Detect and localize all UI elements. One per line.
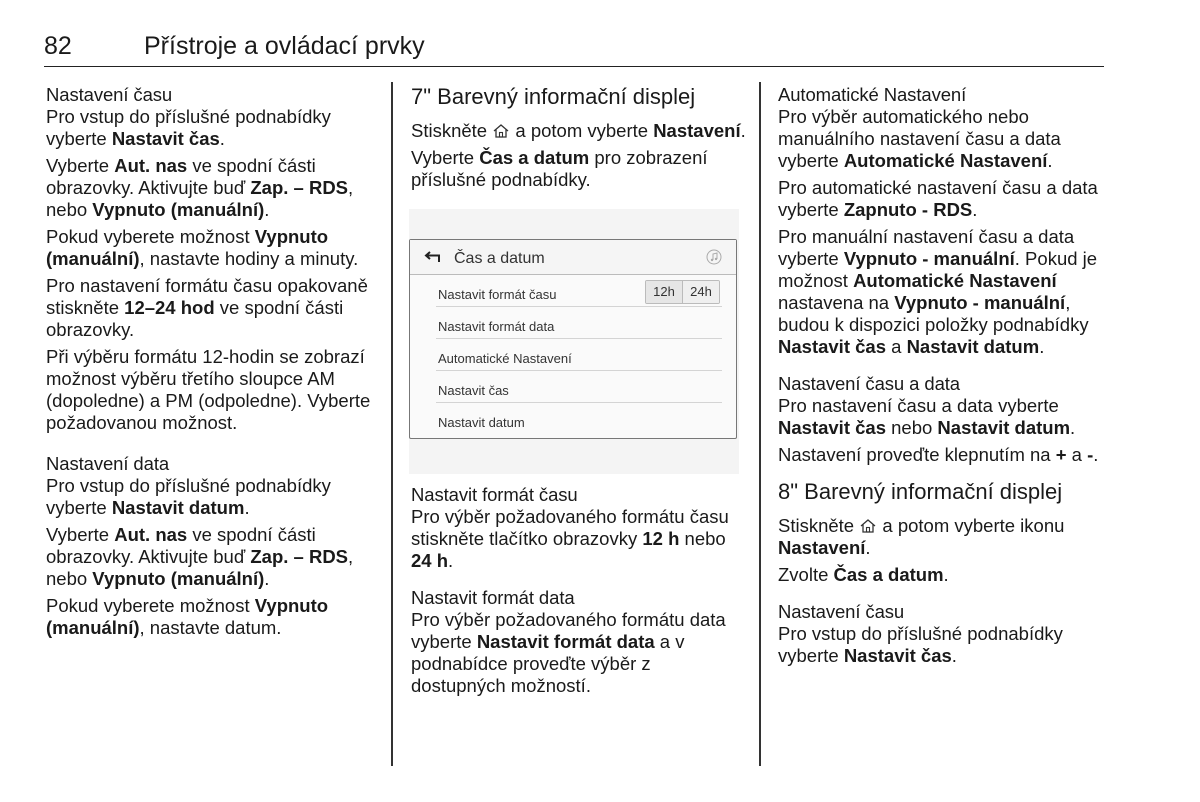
- back-arrow-icon[interactable]: [424, 250, 444, 264]
- paragraph: Stiskněte a potom vyberte ikonu Nastavení.: [778, 515, 1065, 558]
- time-format-toggle: [645, 280, 720, 304]
- column-divider: [391, 82, 393, 766]
- section-heading: Nastavit formát času: [411, 484, 578, 505]
- paragraph: Nastavení proveďte klepnutím na + a -.: [778, 444, 1099, 465]
- menu-item-set-time[interactable]: Nastavit čas: [436, 371, 722, 403]
- column-3: [778, 84, 1103, 672]
- menu-item-date-format[interactable]: Nastavit formát data: [436, 307, 722, 339]
- paragraph: Pro vstup do příslušné podnabídky vyberte Nastavit čas.: [778, 623, 1063, 666]
- 12h-button[interactable]: 12h: [646, 281, 682, 303]
- page-number: 82: [44, 32, 72, 60]
- column-1: [46, 84, 376, 644]
- screen-header: [410, 240, 736, 275]
- paragraph: Pro výběr požadovaného formátu času stiskněte tlačítko obrazovky 12 h nebo 24 h.: [411, 506, 729, 571]
- screen-title: Čas a datum: [454, 250, 545, 267]
- paragraph: Pro vstup do příslušné podnabídky vyberte Nastavit datum.: [46, 475, 331, 518]
- paragraph: Při výběru formátu 12-hodin se zobrazí možnost výběru třetího sloupce AM (dopoledne) a PM (odpoledne). Vyberte požadovanou možnost.: [46, 346, 371, 433]
- paragraph: Stiskněte a potom vyberte Nastavení.: [411, 120, 746, 141]
- page-header: [44, 30, 1104, 67]
- section-heading: Nastavit formát data: [411, 587, 575, 608]
- paragraph: Pro vstup do příslušné podnabídky vyberte Nastavit čas.: [46, 106, 331, 149]
- paragraph: Zvolte Čas a datum.: [778, 564, 949, 585]
- paragraph: Pro výběr automatického nebo manuálního nastavení času a data vyberte Automatické Nastavení.: [778, 106, 1061, 171]
- display-screenshot: [409, 209, 739, 474]
- section-heading: Nastavení času: [46, 84, 173, 105]
- section-heading: Nastavení času: [778, 601, 905, 622]
- section-heading: Nastavení času a data: [778, 373, 960, 394]
- display-screen: [409, 239, 737, 439]
- home-icon: [859, 518, 877, 534]
- paragraph: Pokud vyberete možnost Vypnuto (manuální), nastavte hodiny a minuty.: [46, 226, 359, 269]
- menu-item-time-format[interactable]: Nastavit formát času 12h 24h: [436, 275, 722, 307]
- paragraph: Pro nastavení formátu času opakovaně stiskněte 12–24 hod ve spodní části obrazovky.: [46, 275, 368, 340]
- column-2: [411, 84, 746, 702]
- paragraph: Pro výběr požadovaného formátu data vyberte Nastavit formát data a v podnabídce proveďte výběr z dostupných možností.: [411, 609, 726, 696]
- page-title: Přístroje a ovládací prvky: [144, 32, 425, 60]
- paragraph: Pro manuální nastavení času a data vyberte Vypnuto - manuální. Pokud je možnost Automatické Nastavení nastavena na Vypnuto - manuální, budou k dispozici položky podnabídky Nastavit čas a Nastavit datum.: [778, 226, 1098, 357]
- section-title: 7" Barevný informační displej: [411, 84, 696, 109]
- section-title: 8" Barevný informační displej: [778, 479, 1063, 504]
- 24h-button[interactable]: 24h: [682, 281, 719, 303]
- menu-item-auto-set[interactable]: Automatické Nastavení: [436, 339, 722, 371]
- section-heading: Automatické Nastavení: [778, 84, 967, 105]
- paragraph: Pro automatické nastavení času a data vyberte Zapnuto - RDS.: [778, 177, 1098, 220]
- menu-item-set-date[interactable]: Nastavit datum: [438, 415, 525, 430]
- music-note-icon[interactable]: [706, 249, 722, 265]
- paragraph: Pro nastavení času a data vyberte Nastavit čas nebo Nastavit datum.: [778, 395, 1076, 438]
- paragraph: Pokud vyberete možnost Vypnuto (manuální), nastavte datum.: [46, 595, 329, 638]
- home-icon: [492, 123, 510, 139]
- paragraph: Vyberte Aut. nas ve spodní části obrazovky. Aktivujte buď Zap. – RDS, nebo Vypnuto (manuální).: [46, 524, 354, 589]
- section-heading: Nastavení data: [46, 453, 170, 474]
- paragraph: Vyberte Čas a datum pro zobrazení příslušné podnabídky.: [411, 147, 708, 190]
- column-divider: [759, 82, 761, 766]
- paragraph: Vyberte Aut. nas ve spodní části obrazovky. Aktivujte buď Zap. – RDS, nebo Vypnuto (manuální).: [46, 155, 354, 220]
